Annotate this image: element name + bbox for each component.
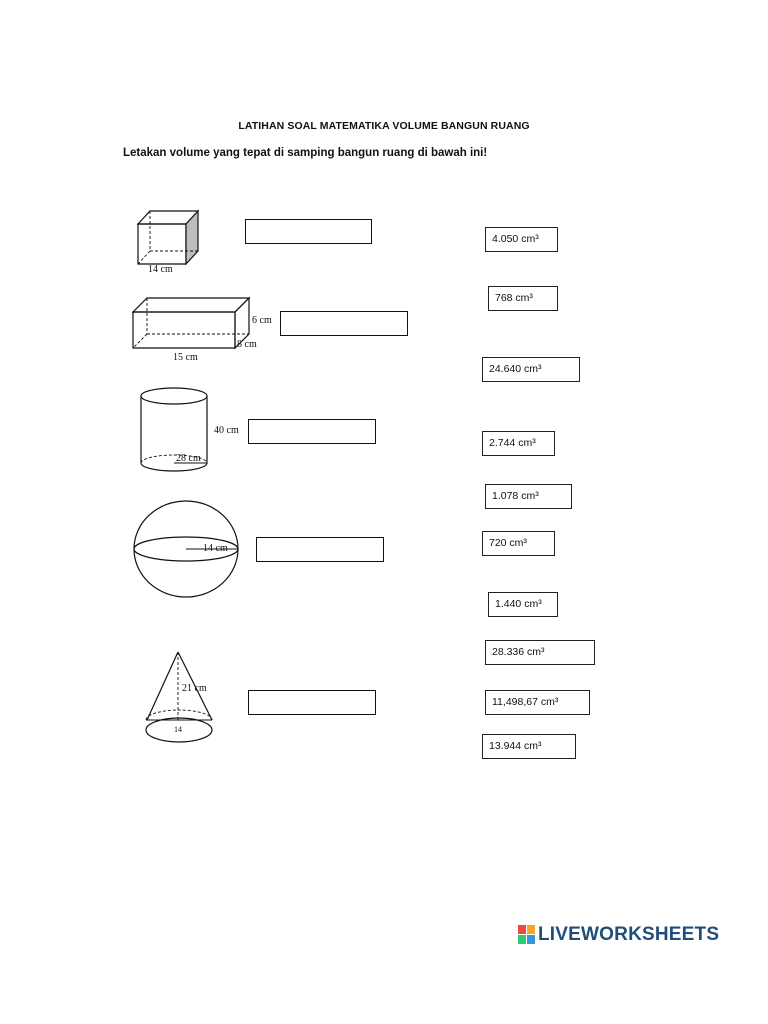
cone-figure — [145, 650, 225, 750]
cylinder-height-label: 40 cm — [214, 425, 239, 436]
answer-option[interactable]: 1.440 cm³ — [488, 592, 558, 617]
instruction-text: Letakan volume yang tepat di samping bangun ruang di bawah ini! — [123, 147, 488, 159]
live-blocks-icon — [518, 925, 536, 945]
cuboid-figure — [131, 296, 271, 366]
cuboid-width-label: 8 cm — [237, 339, 257, 350]
answer-option[interactable]: 11,498,67 cm³ — [485, 690, 590, 715]
cube-side-label: 14 cm — [148, 264, 173, 275]
cylinder-diameter-label: 28 cm — [176, 453, 201, 464]
answer-drop-box-cylinder[interactable] — [248, 419, 376, 444]
cuboid-length-label: 15 cm — [173, 352, 198, 363]
page-title: LATIHAN SOAL MATEMATIKA VOLUME BANGUN RUANG — [238, 120, 530, 132]
answer-drop-box-cone[interactable] — [248, 690, 376, 715]
answer-option[interactable]: 24.640 cm³ — [482, 357, 580, 382]
cone-diameter-label: 14 — [174, 725, 182, 734]
answer-option[interactable]: 28.336 cm³ — [485, 640, 595, 665]
answer-option[interactable]: 1.078 cm³ — [485, 484, 572, 509]
brand-name: LIVEWORKSHEETS — [538, 924, 720, 945]
answer-option[interactable]: 13.944 cm³ — [482, 734, 576, 759]
sphere-radius-label: 14 cm — [203, 543, 228, 554]
answer-option[interactable]: 720 cm³ — [482, 531, 555, 556]
liveworksheets-logo — [518, 924, 719, 946]
answer-option[interactable]: 4.050 cm³ — [485, 227, 558, 252]
answer-option[interactable]: 2.744 cm³ — [482, 431, 555, 456]
answer-drop-box-cube[interactable] — [245, 219, 372, 244]
cube-figure — [136, 207, 216, 277]
answer-option[interactable]: 768 cm³ — [488, 286, 558, 311]
sphere-figure — [133, 500, 245, 600]
cylinder-figure — [136, 386, 246, 476]
answer-drop-box-cuboid[interactable] — [280, 311, 408, 336]
cone-height-label: 21 cm — [182, 683, 207, 694]
cuboid-height-label: 6 cm — [252, 315, 272, 326]
answer-drop-box-sphere[interactable] — [256, 537, 384, 562]
